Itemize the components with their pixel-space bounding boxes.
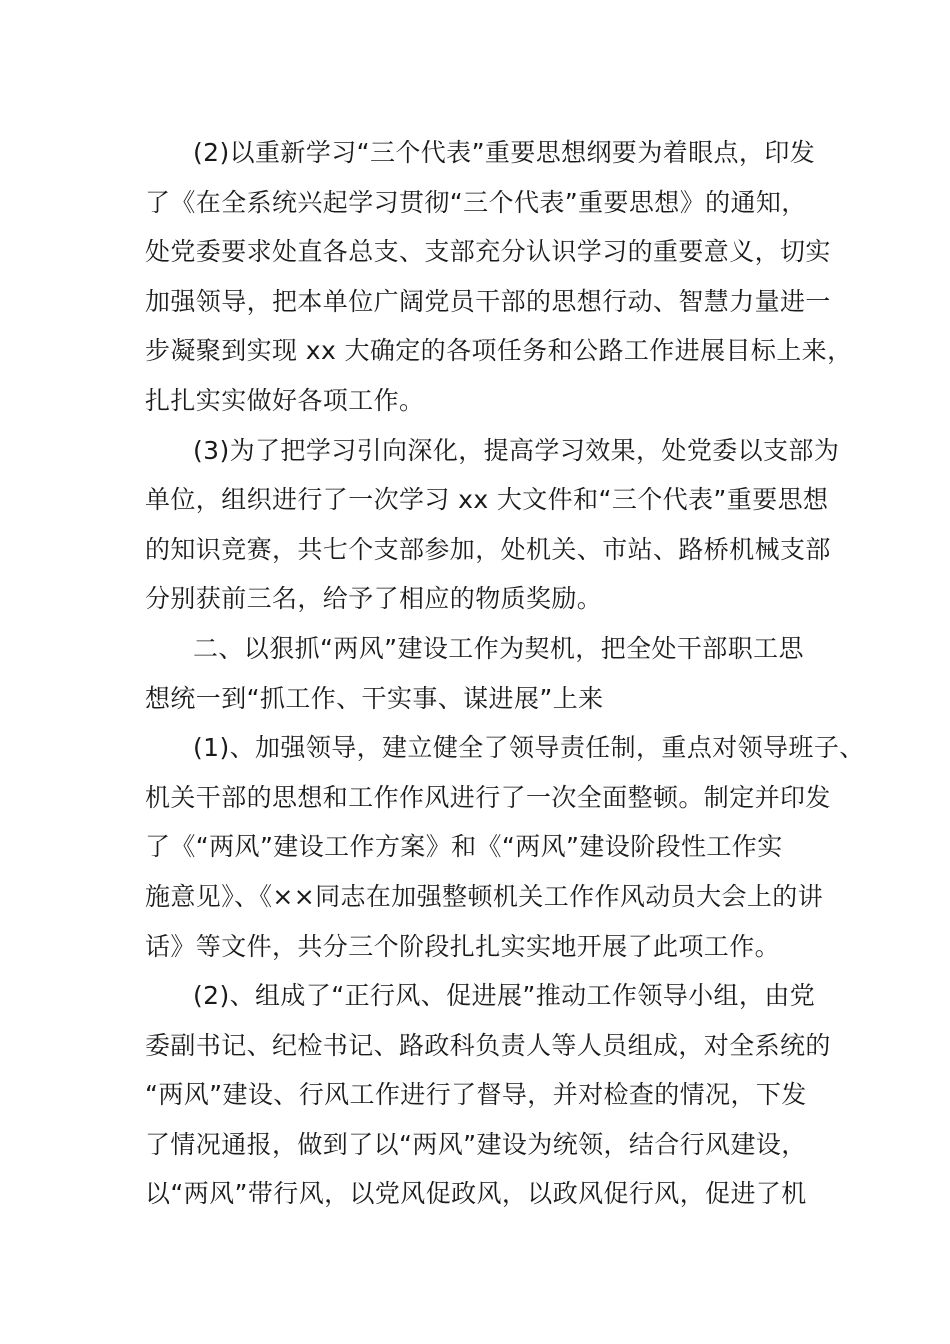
text-line: 步凝聚到实现 xx 大确定的各项任务和公路工作进展目标上来， [145,336,853,366]
text-line: (3)为了把学习引向深化，提高学习效果，处党委以支部为 [193,435,840,465]
text-line: 委副书记、纪检书记、路政科负责人等人员组成，对全系统的 [145,1030,831,1060]
text-line: 分别获前三名，给予了相应的物质奖励。 [145,584,603,614]
text-line: 的知识竞赛，共七个支部参加，处机关、市站、路桥机械支部 [145,534,831,564]
text-line: 了《在全系统兴起学习贯彻“三个代表”重要思想》的通知， [145,187,807,217]
text-line: 扎扎实实做好各项工作。 [145,385,425,415]
text-line: 了情况通报，做到了以“两风”建设为统领，结合行风建设， [145,1129,807,1159]
text-line: 二、以狠抓“两风”建设工作为契机，把全处干部职工思 [193,633,804,663]
text-line: 处党委要求处直各总支、支部充分认识学习的重要意义，切实 [145,237,831,267]
document-body [0,128,950,1219]
text-line: 想统一到“抓工作、干实事、谋进展”上来 [145,683,604,713]
text-line: 以“两风”带行风，以党风促政风，以政风促行风，促进了机 [145,1179,807,1209]
text-line: (2)以重新学习“三个代表”重要思想纲要为着眼点，印发 [193,138,816,167]
text-line: (1)、加强领导，建立健全了领导责任制，重点对领导班子、 [193,733,865,763]
text-line: (2)、组成了“正行风、促进展”推动工作领导小组，由党 [193,981,816,1011]
text-line: 加强领导，把本单位广阔党员干部的思想行动、智慧力量进一 [145,286,831,316]
text-line: “两风”建设、行风工作进行了督导，并对检查的情况，下发 [145,1080,807,1110]
text-line: 话》等文件，共分三个阶段扎扎实实地开展了此项工作。 [145,931,781,961]
text-line: 施意见》、《××同志在加强整顿机关工作作风动员大会上的讲 [145,881,824,911]
text-line: 了《“两风”建设工作方案》和《“两风”建设阶段性工作实 [145,832,783,862]
text-line: 单位，组织进行了一次学习 xx 大文件和“三个代表”重要思想 [145,485,829,515]
text-line: 机关干部的思想和工作作风进行了一次全面整顿。制定并印发 [145,782,831,812]
